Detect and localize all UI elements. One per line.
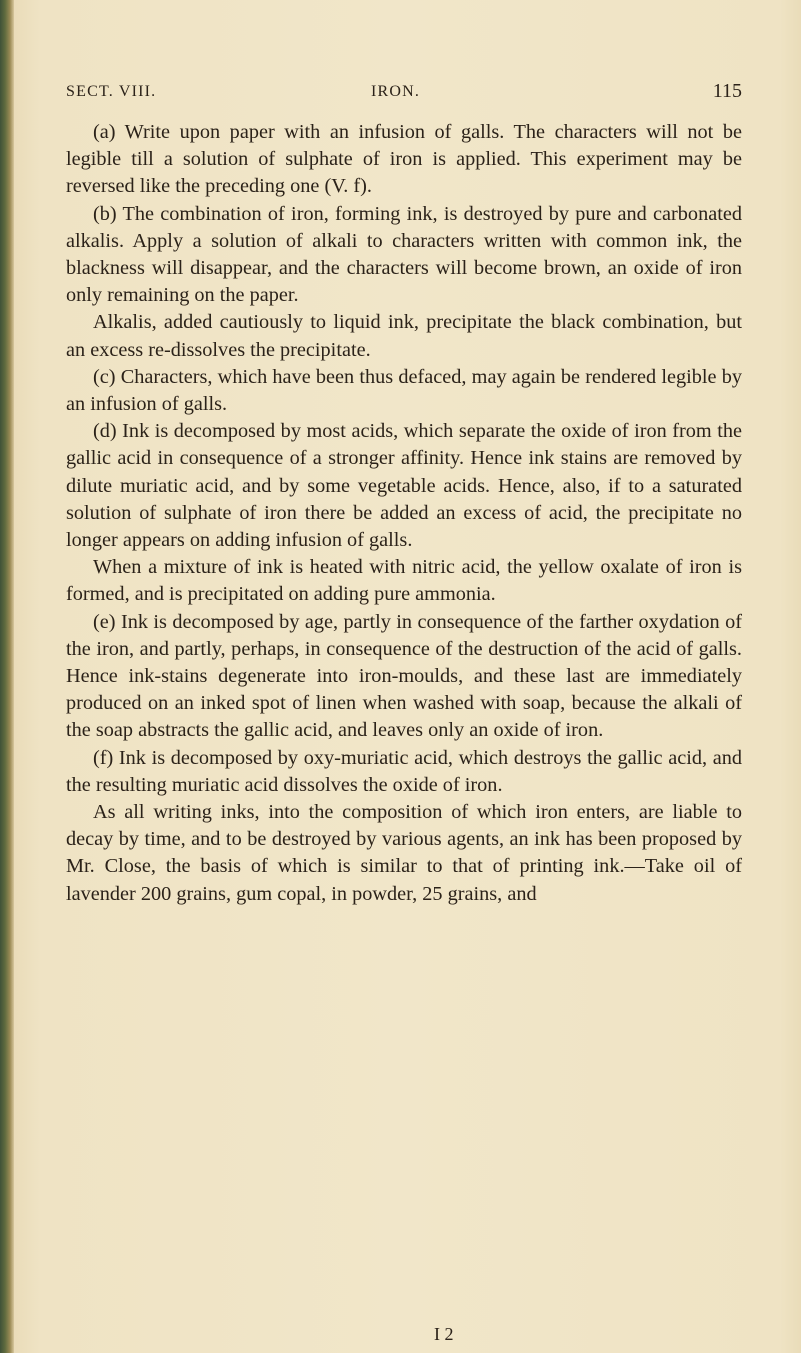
paragraph-e: (e) Ink is decomposed by age, partly in consequence of the farther oxydation of the iron, and partly, perhaps, in consequence of the destruction of the acid of galls. Hence ink-stains degenerate into iron-moulds, and these last are immediately produced on an inked spot of linen when washed with soap, because the alkali of the soap abstracts the gallic acid, and leaves only an oxide of iron. <box>66 610 742 742</box>
paragraph-f: (f) Ink is decomposed by oxy-muriatic acid, which destroys the gallic acid, and the resulting muriatic acid dissolves the oxide of iron. <box>66 746 742 796</box>
signature-mark: I 2 <box>434 1324 454 1344</box>
running-title: IRON. <box>371 83 421 100</box>
paragraph-alkalis: Alkalis, added cautiously to liquid ink, precipitate the black combination, but an excess re-dissolves the precipitate. <box>66 311 742 361</box>
paragraph-close-ink: As all writing inks, into the composition of which iron enters, are liable to decay by time, and to be destroyed by various agents, an ink has been proposed by Mr. Close, the basis of which is similar to that of printing ink.—Take oil of lavender 200 grains, gum copal, in powder, 25 grains, and <box>66 801 742 905</box>
page-number: 115 <box>712 80 742 102</box>
paragraph-nitric: When a mixture of ink is heated with nitric acid, the yellow oxalate of iron is formed, and is precipitated on adding pure ammonia. <box>66 556 742 606</box>
paragraph-d: (d) Ink is decomposed by most acids, which separate the oxide of iron from the gallic acid in consequence of a stronger affinity. Hence ink stains are removed by dilute muriatic acid, and by some vegetable acids. Hence, also, if to a saturated solution of sulphate of iron there be added an excess of acid, the precipitate no longer appears on adding infusion of galls. <box>66 420 742 552</box>
body-text <box>66 119 742 908</box>
section-label: SECT. VIII. <box>66 83 157 100</box>
paragraph-c: (c) Characters, which have been thus defaced, may again be rendered legible by an infusion of galls. <box>66 365 742 416</box>
paragraph-a: (a) Write upon paper with an infusion of galls. The characters will not be legible till a solution of sulphate of iron is applied. This experiment may be reversed like the preceding one (V. f). <box>66 121 742 198</box>
paragraph-b: (b) The combination of iron, forming ink, is destroyed by pure and carbonated alkalis. Apply a solution of alkali to characters written with common ink, the blackness will disappear, and the characters will become brown, an oxide of iron only remaining on the paper. <box>66 202 742 307</box>
running-header <box>66 80 742 107</box>
book-binding-edge <box>0 0 14 1353</box>
